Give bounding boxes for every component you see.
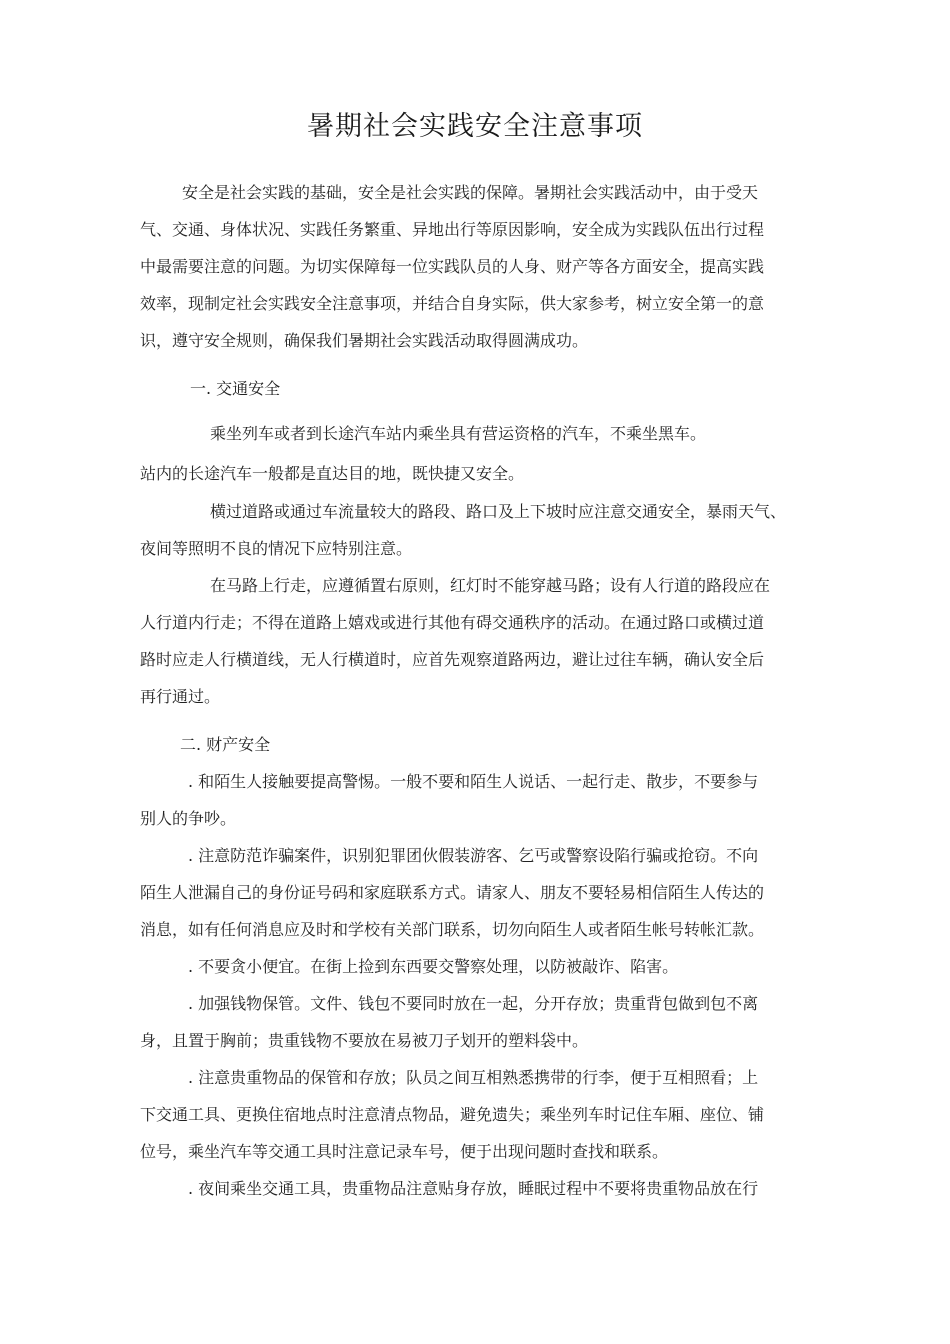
section2-line: 下交通工具、更换住宿地点时注意清点物品，避免遗失；乘坐列车时记住车厢、座位、铺 [140, 1105, 765, 1124]
section2-line: 别人的争吵。 [140, 809, 237, 828]
intro-line: 中最需要注意的问题。为切实保障每一位实践队员的人身、财产等各方面安全，提高实践 [140, 257, 765, 276]
intro-line: 安全是社会实践的基础，安全是社会实践的保障。暑期社会实践活动中，由于受天 [182, 183, 759, 202]
section1-line: 人行道内行走；不得在道路上嬉戏或进行其他有碍交通秩序的活动。在通过路口或横过道 [140, 613, 765, 632]
section2-line: 位号，乘坐汽车等交通工具时注意记录车号，便于出现问题时查找和联系。 [140, 1142, 669, 1161]
section2-line: 陌生人泄漏自己的身份证号码和家庭联系方式。请家人、朋友不要轻易相信陌生人传达的 [140, 883, 765, 902]
section1-line: 横过道路或通过车流量较大的路段、路口及上下坡时应注意交通安全，暴雨天气、 [210, 502, 787, 521]
section1-line: 再行通过。 [140, 687, 221, 706]
section2-line: . 不要贪小便宜。在街上捡到东西要交警察处理，以防被敲诈、陷害。 [188, 957, 679, 976]
section2-line: 消息，如有任何消息应及时和学校有关部门联系，切勿向陌生人或者陌生帐号转帐汇款。 [140, 920, 765, 939]
section2-line: . 注意贵重物品的保管和存放；队员之间互相熟悉携带的行李，便于互相照看；上 [188, 1068, 759, 1087]
section2-line: . 加强钱物保管。文件、钱包不要同时放在一起，分开存放；贵重背包做到包不离 [188, 994, 759, 1013]
intro-line: 识，遵守安全规则，确保我们暑期社会实践活动取得圆满成功。 [140, 331, 589, 350]
section2-line: . 和陌生人接触要提高警惕。一般不要和陌生人说话、一起行走、散步，不要参与 [188, 772, 759, 791]
section-heading-property: 二. 财产安全 [180, 735, 271, 754]
section2-line: . 注意防范诈骗案件，识别犯罪团伙假装游客、乞丐或警察设陷行骗或抢窃。不向 [188, 846, 759, 865]
section1-line: 乘坐列车或者到长途汽车站内乘坐具有营运资格的汽车，不乘坐黑车。 [210, 424, 707, 443]
section2-line: . 夜间乘坐交通工具，贵重物品注意贴身存放，睡眠过程中不要将贵重物品放在行 [188, 1179, 759, 1198]
section1-line: 路时应走人行横道线，无人行横道时，应首先观察道路两边，避让过往车辆，确认安全后 [140, 650, 765, 669]
section1-line: 站内的长途汽车一般都是直达目的地，既快捷又安全。 [140, 464, 525, 483]
intro-line: 气、交通、身体状况、实践任务繁重、异地出行等原因影响，安全成为实践队伍出行过程 [140, 220, 765, 239]
section-heading-traffic: 一. 交通安全 [190, 379, 281, 398]
section2-line: 身，且置于胸前；贵重钱物不要放在易被刀子划开的塑料袋中。 [140, 1031, 589, 1050]
document-title: 暑期社会实践安全注意事项 [307, 111, 643, 142]
section1-line: 夜间等照明不良的情况下应特别注意。 [140, 539, 413, 558]
section1-line: 在马路上行走，应遵循置右原则，红灯时不能穿越马路；设有人行道的路段应在 [210, 576, 771, 595]
intro-line: 效率，现制定社会实践安全注意事项，并结合自身实际，供大家参考，树立安全第一的意 [140, 294, 765, 313]
